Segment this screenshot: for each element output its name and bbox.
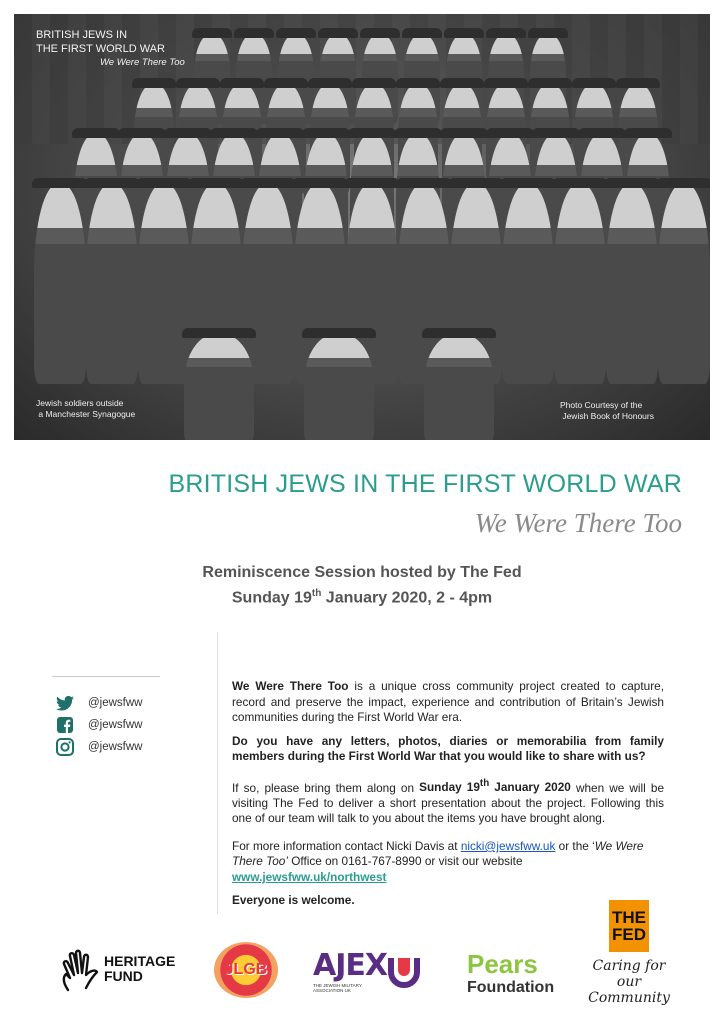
- photo-caption-credit: [560, 400, 654, 422]
- photo-soldier-cap: [486, 28, 526, 38]
- photo-soldier-cap: [234, 28, 274, 38]
- photo-soldier: [502, 184, 554, 384]
- photo-caption-line1: BRITISH JEWS IN: [36, 29, 128, 41]
- photo-soldier-cap: [302, 128, 350, 138]
- facebook-icon: [55, 716, 75, 734]
- photo-soldier-cap: [422, 328, 496, 338]
- invite-date-post: January 2020: [489, 780, 571, 795]
- photo-soldier-cap: [528, 78, 572, 88]
- welcome-text: Everyone is welcome.: [232, 893, 355, 908]
- fed-tag-line2: Community: [588, 990, 670, 1006]
- photo-soldier-cap: [348, 128, 396, 138]
- photo-soldier: [184, 334, 254, 440]
- photo-soldier-cap: [32, 178, 88, 188]
- ajex-subtitle: THE JEWISH MILITARY ASSOCIATION UK: [313, 983, 362, 993]
- photo-soldier-cap: [572, 78, 616, 88]
- photo-soldier-cap: [84, 178, 140, 188]
- photo-soldier-cap: [192, 28, 232, 38]
- photo-caption-subtitle: We Were There Too: [100, 57, 185, 68]
- hero-photo: [14, 14, 710, 440]
- heritage-line1: HERITAGE: [104, 953, 176, 969]
- photo-soldier-cap: [240, 178, 296, 188]
- photo-soldier-cap: [318, 28, 358, 38]
- photo-soldier-cap: [72, 128, 120, 138]
- body-text: [232, 679, 664, 917]
- photo-soldier-cap: [578, 128, 626, 138]
- photo-soldier-cap: [616, 78, 660, 88]
- session-host-line: Reminiscence Session hosted by The Fed: [202, 564, 522, 581]
- intro-paragraph: [232, 679, 664, 726]
- contact-mid2: Office on 0161-767-8990 or visit our website: [287, 854, 523, 869]
- ajex-poppy-icon: [387, 954, 421, 988]
- contact-italic: We Were There Too’: [232, 838, 644, 869]
- photo-soldier-cap: [552, 178, 608, 188]
- twitter-handle: @jewsfww: [88, 697, 143, 709]
- photo-caption-location: [36, 398, 135, 420]
- fed-line2: FED: [612, 925, 646, 944]
- photo-soldier-cap: [182, 328, 256, 338]
- invite-post: when we will be visiting The Fed to deliver a short presentation about the project. Following this one of our team will talk to you about the items you have brought along.: [232, 780, 664, 826]
- photo-soldier-cap: [448, 178, 504, 188]
- photo-soldier-cap: [256, 128, 304, 138]
- photo-soldier: [606, 184, 658, 384]
- instagram-handle: @jewsfww: [88, 741, 143, 753]
- heritage-fund-logo: [60, 946, 175, 992]
- photo-caption-right-line2: Jewish Book of Honours: [562, 411, 654, 421]
- photo-soldier: [138, 184, 190, 384]
- session-date-post: January 2020, 2 - 4pm: [321, 589, 493, 607]
- jlgb-badge-icon: [214, 942, 278, 998]
- photo-soldier-cap: [276, 28, 316, 38]
- photo-soldier: [424, 334, 494, 440]
- sponsor-logos: [0, 900, 724, 1010]
- photo-soldier-cap: [210, 128, 258, 138]
- facebook-handle: @jewsfww: [88, 719, 143, 731]
- contact-mid1: or the ‘: [555, 838, 595, 853]
- photo-soldier-cap: [656, 178, 710, 188]
- photo-caption-title: [36, 28, 185, 70]
- social-divider: [52, 676, 160, 677]
- photo-soldier-cap: [484, 78, 528, 88]
- photo-soldier-cap: [396, 178, 452, 188]
- instagram-icon: [55, 738, 75, 756]
- photo-soldier-cap: [604, 178, 660, 188]
- invite-date-sup: th: [479, 778, 490, 790]
- photo-soldier-cap: [402, 28, 442, 38]
- photo-soldier-cap: [440, 128, 488, 138]
- photo-soldier-cap: [352, 78, 396, 88]
- invite-date-pre: Sunday 19: [419, 780, 480, 795]
- photo-soldier-cap: [532, 128, 580, 138]
- jlgb-logo: [214, 942, 278, 998]
- photo-soldier-cap: [264, 78, 308, 88]
- photo-soldier: [304, 334, 374, 440]
- the-fed-logo: [579, 900, 679, 1006]
- photo-soldier-cap: [500, 178, 556, 188]
- photo-caption-right-line1: Photo Courtesy of the: [559, 400, 643, 410]
- question-text: Do you have any letters, photos, diaries or memorabilia from family members during the First World War that you would like to share with us?: [232, 733, 664, 763]
- photo-soldier: [86, 184, 138, 384]
- photo-soldier-cap: [486, 128, 534, 138]
- column-divider: [217, 632, 218, 914]
- social-twitter[interactable]: [55, 694, 143, 712]
- social-instagram[interactable]: [55, 738, 143, 756]
- invite-paragraph: [232, 777, 664, 827]
- photo-soldier-cap: [396, 78, 440, 88]
- photo-caption-line2: THE FIRST WORLD WAR: [36, 43, 165, 55]
- jlgb-text: JLGB: [224, 961, 268, 978]
- photo-soldier-cap: [136, 178, 192, 188]
- photo-soldier-cap: [118, 128, 166, 138]
- question-paragraph: [232, 734, 664, 765]
- session-date-line: [0, 588, 724, 607]
- twitter-icon: [55, 694, 75, 712]
- photo-soldier-cap: [176, 78, 220, 88]
- pears-line2: Foundation: [467, 979, 555, 996]
- pears-line1: Pears: [467, 949, 538, 979]
- contact-paragraph: [232, 839, 664, 886]
- ajex-logo: [313, 948, 421, 993]
- photo-soldier-cap: [188, 178, 244, 188]
- photo-soldier-cap: [220, 78, 264, 88]
- page-subtitle: We Were There Too: [474, 508, 682, 538]
- pears-foundation-logo: [467, 949, 555, 1000]
- page-title: BRITISH JEWS IN THE FIRST WORLD WAR: [168, 470, 682, 498]
- photo-soldier-cap: [344, 178, 400, 188]
- photo-soldier-cap: [444, 28, 484, 38]
- photo-caption-left-line2: a Manchester Synagogue: [38, 409, 136, 419]
- photo-soldier: [242, 184, 294, 384]
- photo-soldier-cap: [528, 28, 568, 38]
- email-link[interactable]: nicki@jewsfww.uk: [460, 838, 556, 853]
- heritage-hand-icon: [60, 946, 100, 992]
- session-date-pre: Sunday 19: [231, 589, 312, 607]
- fed-tag-line1: Caring for our: [592, 958, 666, 990]
- project-name: We Were There Too: [232, 679, 349, 693]
- fed-line1: THE: [612, 908, 646, 927]
- photo-soldier-cap: [164, 128, 212, 138]
- photo-soldier-cap: [302, 328, 376, 338]
- photo-soldier: [34, 184, 86, 384]
- photo-soldier-cap: [624, 128, 672, 138]
- contact-pre: For more information contact Nicki Davis at: [232, 838, 461, 853]
- website-link[interactable]: www.jewsfww.uk/northwest: [232, 869, 387, 884]
- invite-pre: If so, please bring them along on: [232, 780, 420, 795]
- photo-soldier: [658, 184, 710, 384]
- social-facebook[interactable]: [55, 716, 143, 734]
- session-date-sup: th: [311, 588, 322, 599]
- photo-caption-left-line1: Jewish soldiers outside: [36, 398, 124, 408]
- ajex-text: AJEX: [313, 948, 388, 983]
- photo-soldier-cap: [292, 178, 348, 188]
- photo-soldier-cap: [440, 78, 484, 88]
- photo-soldier-cap: [360, 28, 400, 38]
- photo-soldier-cap: [394, 128, 442, 138]
- intro-text: is a unique cross community project created to capture, record and preserve the impact, experience and contribution of Britain’s Jewish communities during the First World War era.: [232, 679, 664, 724]
- photo-soldier: [554, 184, 606, 384]
- fed-tagline: [579, 958, 679, 1006]
- heritage-line2: FUND: [104, 968, 143, 984]
- fed-box-icon: [609, 900, 649, 952]
- photo-soldier-cap: [308, 78, 352, 88]
- photo-soldier-cap: [132, 78, 176, 88]
